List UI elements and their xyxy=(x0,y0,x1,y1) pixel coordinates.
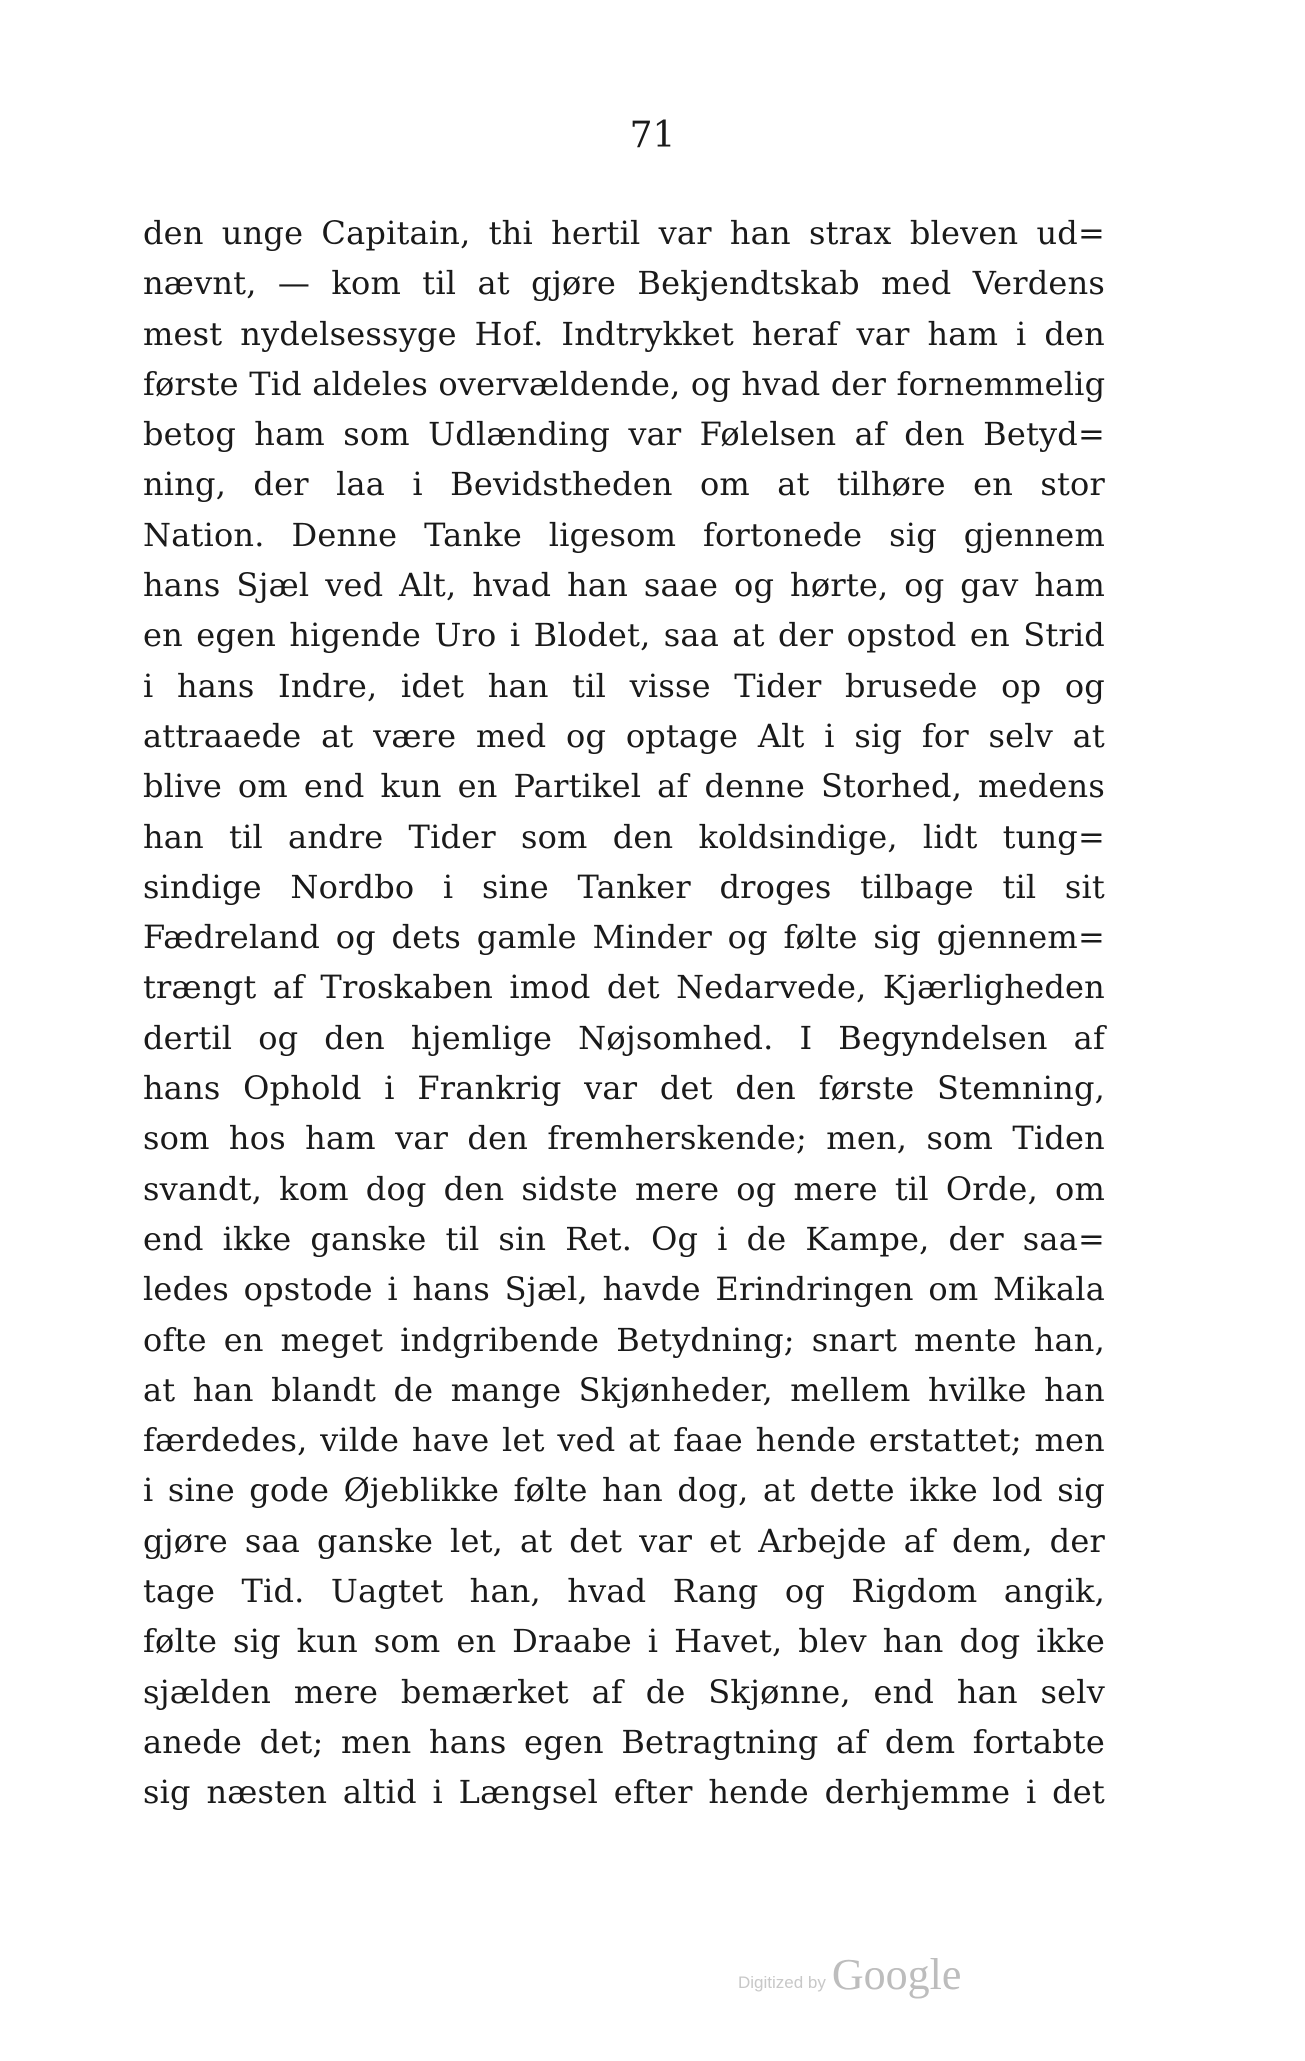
text-line: anede det; men hans egen Betragtning af dem fortabte xyxy=(143,1722,1105,1761)
text-line: gjøre saa ganske let, at det var et Arbejde af dem, der xyxy=(143,1521,1105,1560)
body-text xyxy=(143,208,1105,1818)
text-line: dertil og den hjemlige Nøjsomhed. I Begyndelsen af xyxy=(143,1018,1105,1057)
text-line: en egen higende Uro i Blodet, saa at der opstod en Strid xyxy=(143,616,1105,655)
text-line: som hos ham var den fremherskende; men, som Tiden xyxy=(143,1119,1105,1158)
text-line: hans Sjæl ved Alt, hvad han saae og hørte, og gav ham xyxy=(143,566,1105,605)
text-line: nævnt, — kom til at gjøre Bekjendtskab med Verdens xyxy=(143,264,1105,303)
text-line: ofte en meget indgribende Betydning; snart mente han, xyxy=(143,1320,1105,1359)
digitized-by-google-watermark xyxy=(738,1940,1028,2000)
text-line: færdedes, vilde have let ved at faae hende erstattet; men xyxy=(143,1421,1105,1460)
text-line: i hans Indre, idet han til visse Tider brusede op og xyxy=(143,666,1105,705)
text-line: trængt af Troskaben imod det Nedarvede, Kjærligheden xyxy=(143,968,1105,1007)
text-line: svandt, kom dog den sidste mere og mere til Orde, om xyxy=(143,1169,1105,1208)
text-line: sindige Nordbo i sine Tanker droges tilbage til sit xyxy=(143,867,1105,906)
text-line: betog ham som Udlænding var Følelsen af den Betyd= xyxy=(143,415,1105,454)
text-line: i sine gode Øjeblikke følte han dog, at dette ikke lod sig xyxy=(143,1471,1105,1510)
text-line: ning, der laa i Bevidstheden om at tilhøre en stor xyxy=(143,465,1105,504)
text-line: sig næsten altid i Længsel efter hende derhjemme i det xyxy=(143,1773,1105,1812)
page-number: 71 xyxy=(629,115,676,156)
text-line: den unge Capitain, thi hertil var han strax bleven ud= xyxy=(143,214,1105,252)
text-line: mest nydelsessyge Hof. Indtrykket heraf var ham i den xyxy=(143,314,1105,353)
text-line: blive om end kun en Partikel af denne Storhed, medens xyxy=(143,767,1105,806)
text-line: første Tid aldeles overvældende, og hvad der fornemmelig xyxy=(143,364,1106,403)
text-line: Fædreland og dets gamle Minder og følte sig gjennem= xyxy=(143,918,1105,957)
watermark-prefix: Digitized by xyxy=(738,1973,826,1992)
text-line: ledes opstode i hans Sjæl, havde Erindringen om Mikala xyxy=(143,1270,1105,1309)
text-line: attraaede at være med og optage Alt i sig for selv at xyxy=(143,716,1105,755)
text-line: følte sig kun som en Draabe i Havet, blev han dog ikke xyxy=(143,1622,1105,1661)
text-line: han til andre Tider som den koldsindige, lidt tung= xyxy=(143,817,1105,856)
text-line: tage Tid. Uagtet han, hvad Rang og Rigdom angik, xyxy=(143,1572,1105,1611)
text-line: sjælden mere bemærket af de Skjønne, end han selv xyxy=(143,1672,1105,1711)
text-line: Nation. Denne Tanke ligesom fortonede sig gjennem xyxy=(143,515,1105,554)
text-line: hans Ophold i Frankrig var det den første Stemning, xyxy=(143,1069,1105,1108)
text-line: at han blandt de mange Skjønheder, mellem hvilke han xyxy=(143,1370,1105,1409)
google-logo: Google xyxy=(831,1950,962,1999)
text-line: end ikke ganske til sin Ret. Og i de Kampe, der saa= xyxy=(143,1219,1105,1258)
